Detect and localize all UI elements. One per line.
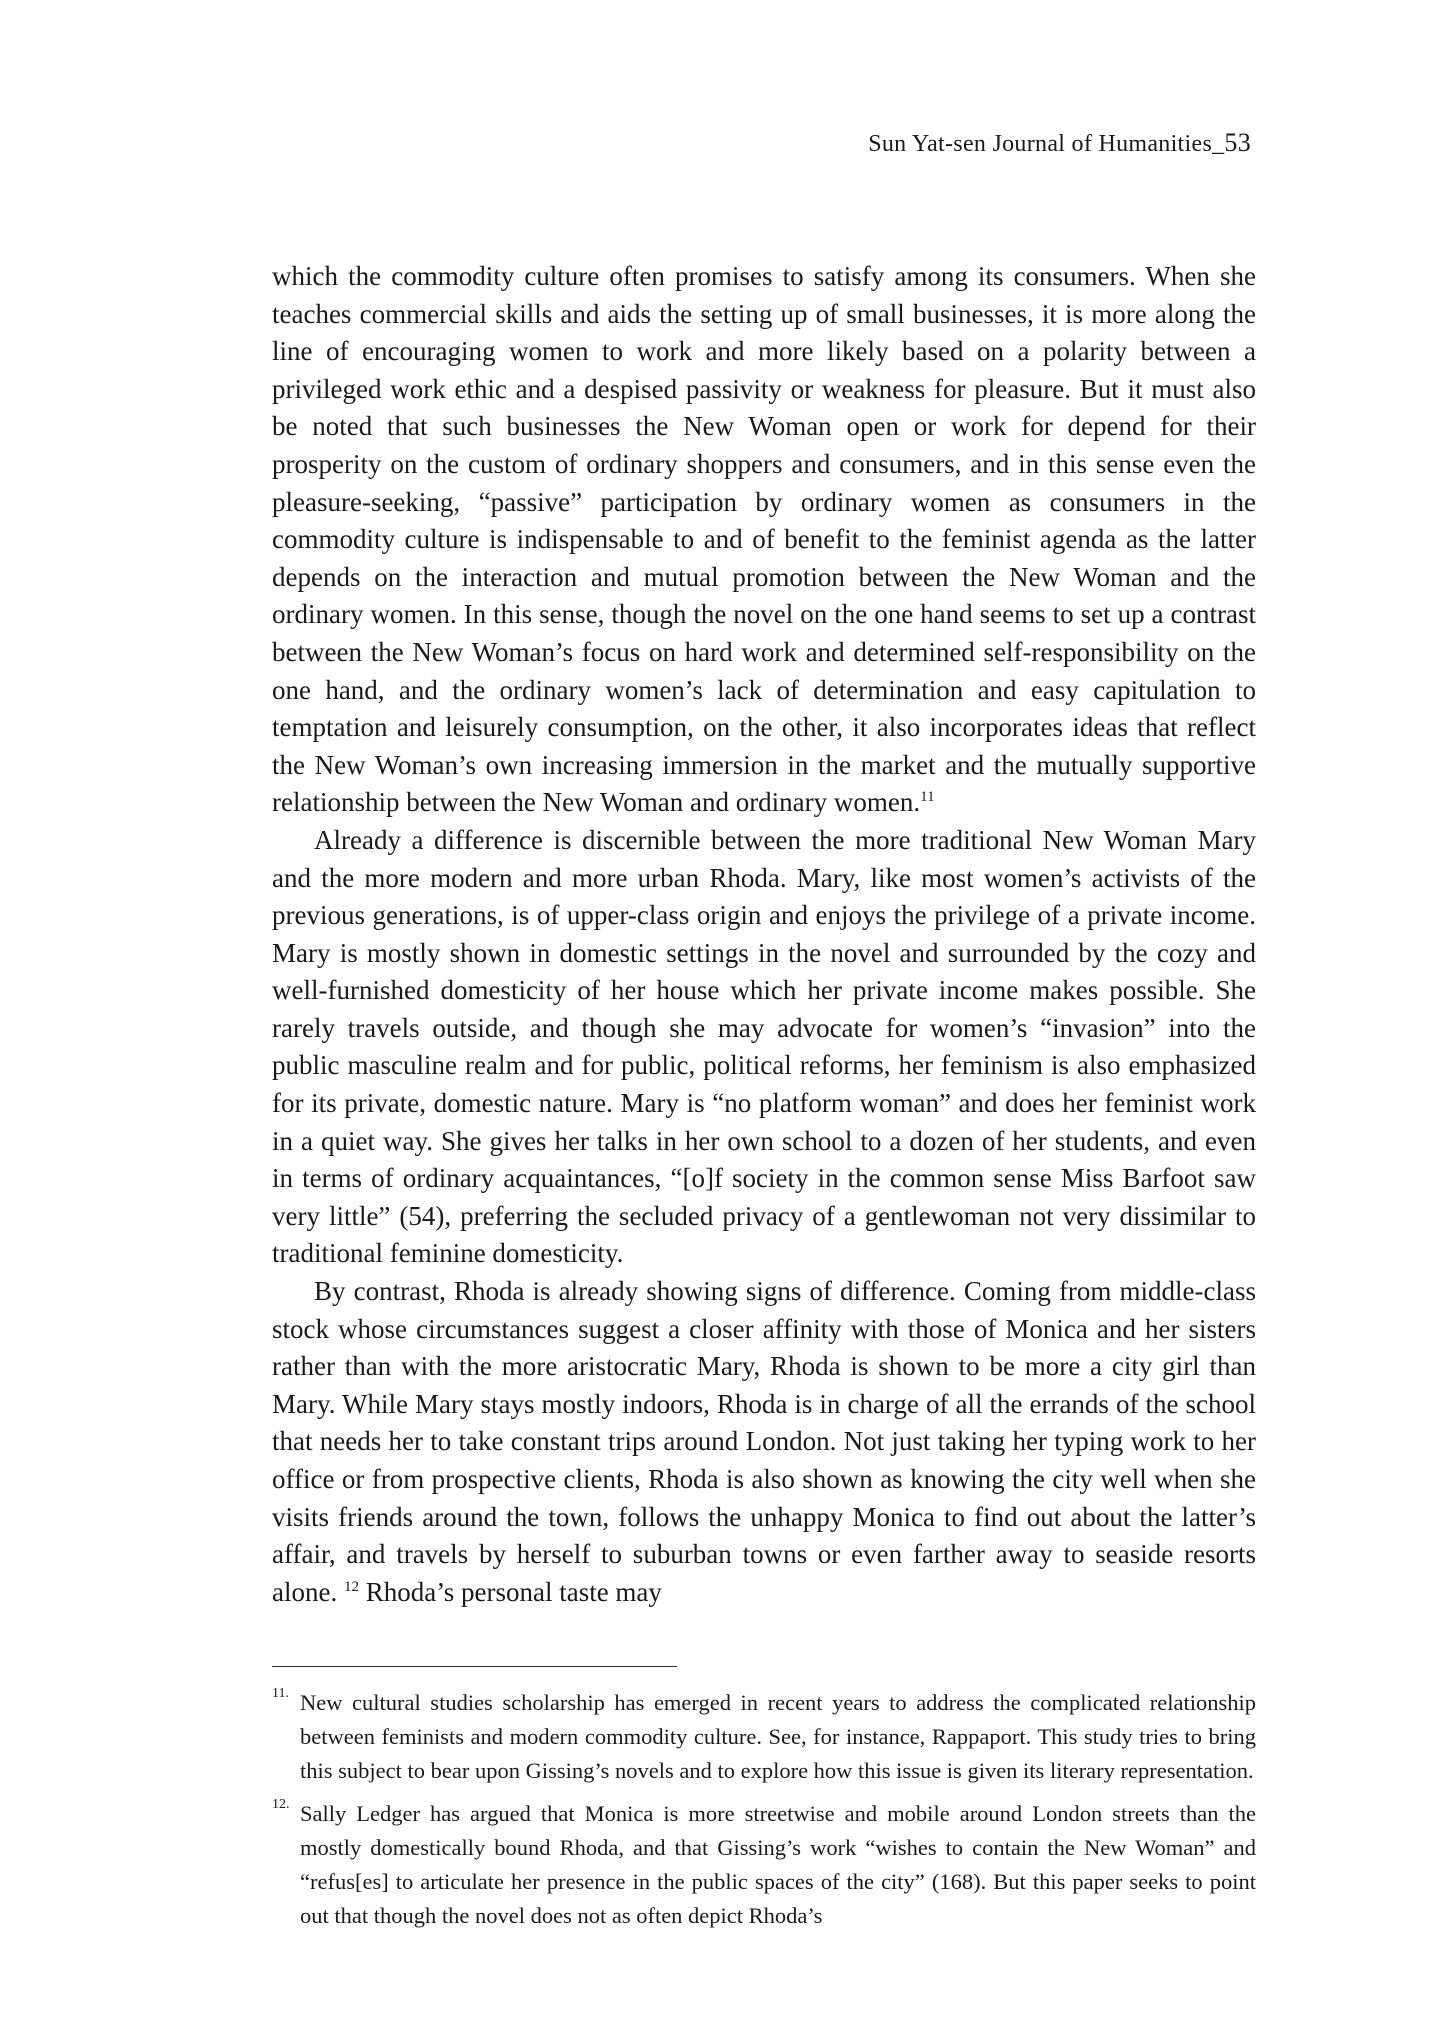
footnote-mark: 11. <box>272 1686 289 1701</box>
footnote-text: New cultural studies scholarship has emerged in recent years to address the complicated relationship between feminists and modern commodity culture. See, for instance, Rappaport. This study tries to bring this subject to bear upon Gissing’s novels and to explore how this issue is given its literary representation. <box>300 1690 1256 1784</box>
running-header <box>868 128 1251 158</box>
footnote-12 <box>272 1797 1256 1934</box>
paragraph-3 <box>272 1273 1256 1611</box>
page-number: 53 <box>1224 128 1251 157</box>
paragraph-3-continuation: Rhoda’s personal taste may <box>358 1576 662 1607</box>
footnotes <box>272 1686 1256 1941</box>
paragraph-1-text: which the commodity culture often promises to satisfy among its consumers. When she teaches commercial skills and aids the setting up of small businesses, it is more along the line of encouraging women to work and more likely based on a polarity between a privileged work ethic and a despised passivity or weakness for pleasure. But it must also be noted that such businesses the New Woman open or work for depend for their prosperity on the custom of ordinary shoppers and consumers, and in this sense even the pleasure-seeking, “passive” participation by ordinary women as consumers in the commodity culture is indispensable to and of benefit to the feminist agenda as the latter depends on the interaction and mutual promotion between the New Woman and the ordinary women. In this sense, though the novel on the one hand seems to set up a contrast between the New Woman’s focus on hard work and determined self-responsibility on the one hand, and the ordinary women’s lack of determination and easy capitulation to temptation and leisurely consumption, on the other, it also incorporates ideas that reflect the New Woman’s own increasing immersion in the market and the mutually supportive relationship between the New Woman and ordinary women. <box>272 261 1256 818</box>
body-text <box>272 258 1256 1611</box>
paragraph-3-text: By contrast, Rhoda is already showing signs of difference. Coming from middle-class stock whose circumstances suggest a closer affinity with those of Monica and her sisters rather than with the more aristocratic Mary, Rhoda is shown to be more a city girl than Mary. While Mary stays mostly indoors, Rhoda is in charge of all the errands of the school that needs her to take constant trips around London. Not just taking her typing work to her office or from prospective clients, Rhoda is also shown as knowing the city well when she visits friends around the town, follows the unhappy Monica to find out about the latter’s affair, and travels by herself to suburban towns or even farther away to seaside resorts alone. <box>272 1276 1256 1607</box>
journal-title: Sun Yat-sen Journal of Humanities_ <box>868 131 1225 157</box>
footnote-ref-12: 12 <box>343 1578 359 1595</box>
paragraph-2: Already a difference is discernible between the more traditional New Woman Mary and the more modern and more urban Rhoda. Mary, like most women’s activists of the previous generations, is of upper-class origin and enjoys the privilege of a private income. Mary is mostly shown in domestic settings in the novel and surrounded by the cozy and well-furnished domesticity of her house which her private income makes possible. She rarely travels outside, and though she may advocate for women’s “invasion” into the public masculine realm and for public, political reforms, her feminism is also emphasized for its private, domestic nature. Mary is “no platform woman” and does her feminist work in a quiet way. She gives her talks in her own school to a dozen of her students, and even in terms of ordinary acquaintances, “[o]f society in the common sense Miss Barfoot saw very little” (54), preferring the secluded privacy of a gentlewoman not very dissimilar to traditional feminine domesticity. <box>272 824 1256 1269</box>
footnote-ref-11: 11 <box>920 789 935 806</box>
paragraph-1 <box>272 258 1256 822</box>
footnote-separator <box>272 1666 677 1667</box>
footnote-mark: 12. <box>272 1796 290 1812</box>
footnote-11 <box>272 1686 1256 1789</box>
footnote-text: Sally Ledger has argued that Monica is more streetwise and mobile around London streets than the mostly domestically bound Rhoda, and that Gissing’s work “wishes to contain the New Woman” and “refus[es] to articulate her presence in the public spaces of the city” (168). But this paper seeks to point out that though the novel does not as often depict Rhoda’s <box>300 1800 1256 1929</box>
